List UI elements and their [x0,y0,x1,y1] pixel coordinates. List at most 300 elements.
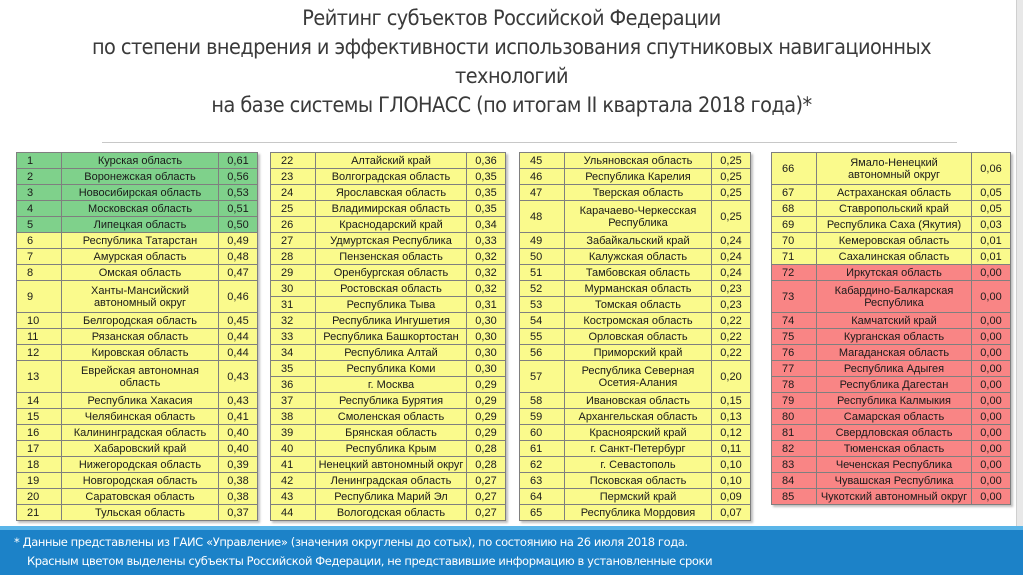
rank-cell: 79 [772,393,817,409]
rank-cell: 51 [520,265,565,281]
region-name-cell: Смоленская область [316,409,467,425]
score-cell: 0,24 [712,233,751,249]
score-cell: 0,38 [219,473,258,489]
score-cell: 0,27 [467,473,506,489]
region-name-cell: Алтайский край [316,153,467,169]
table-row [271,393,506,409]
table-row [772,457,1011,473]
score-cell: 0,25 [712,169,751,185]
rank-cell: 16 [17,425,62,441]
table-row [17,393,258,409]
score-cell: 0,53 [219,185,258,201]
score-cell: 0,36 [467,153,506,169]
score-cell: 0,32 [467,281,506,297]
rank-cell: 59 [520,409,565,425]
score-cell: 0,05 [972,185,1011,201]
rank-cell: 66 [772,153,817,185]
title-line-3: технологий [455,64,568,88]
table-row [17,441,258,457]
rank-cell: 23 [271,169,316,185]
table-row [271,201,506,217]
region-name-cell: Кировская область [62,345,219,361]
rank-cell: 18 [17,457,62,473]
rank-cell: 29 [271,265,316,281]
region-name-cell: Республика Хакасия [62,393,219,409]
region-name-cell: Краснодарский край [316,217,467,233]
table-row [520,489,751,505]
region-name-cell: Кабардино-Балкарская Республика [817,281,972,313]
region-name-cell: Магаданская область [817,345,972,361]
region-name-cell: Чеченская Республика [817,457,972,473]
score-cell: 0,43 [219,393,258,409]
rank-cell: 49 [520,233,565,249]
table-row [17,217,258,233]
table-row [520,329,751,345]
region-name-cell: Республика Калмыкия [817,393,972,409]
rank-cell: 25 [271,201,316,217]
rank-cell: 80 [772,409,817,425]
score-cell: 0,09 [712,489,751,505]
rank-cell: 78 [772,377,817,393]
table-row [271,505,506,521]
score-cell: 0,00 [972,489,1011,505]
score-cell: 0,29 [467,377,506,393]
ranking-table-3 [519,152,751,521]
rank-cell: 53 [520,297,565,313]
region-name-cell: Ярославская область [316,185,467,201]
region-name-cell: Брянская область [316,425,467,441]
region-name-cell: Республика Тыва [316,297,467,313]
rank-cell: 63 [520,473,565,489]
region-name-cell: Нижегородская область [62,457,219,473]
score-cell: 0,10 [712,457,751,473]
rank-cell: 39 [271,425,316,441]
region-name-cell: Чувашская Республика [817,473,972,489]
region-name-cell: Еврейская автономная область [62,361,219,393]
rank-cell: 42 [271,473,316,489]
score-cell: 0,44 [219,345,258,361]
table-row [17,201,258,217]
score-cell: 0,20 [712,361,751,393]
score-cell: 0,27 [467,505,506,521]
rank-cell: 24 [271,185,316,201]
table-row [520,153,751,169]
rank-cell: 47 [520,185,565,201]
region-name-cell: Волгоградская область [316,169,467,185]
region-name-cell: Кемеровская область [817,233,972,249]
score-cell: 0,37 [219,505,258,521]
table-row [520,441,751,457]
region-name-cell: Орловская область [565,329,712,345]
score-cell: 0,00 [972,457,1011,473]
table-row [271,441,506,457]
region-name-cell: Республика Саха (Якутия) [817,217,972,233]
table-row [520,361,751,393]
score-cell: 0,23 [712,281,751,297]
score-cell: 0,22 [712,329,751,345]
table-row [17,345,258,361]
table-row [271,249,506,265]
region-name-cell: Ханты-Мансийский автономный округ [62,281,219,313]
score-cell: 0,40 [219,425,258,441]
table-row [271,185,506,201]
score-cell: 0,30 [467,313,506,329]
table-row [772,153,1011,185]
title-line-4: на базе системы ГЛОНАСС (по итогам II квартала 2018 года)* [211,93,812,117]
rank-cell: 74 [772,313,817,329]
region-name-cell: Вологодская область [316,505,467,521]
rank-cell: 75 [772,329,817,345]
region-name-cell: Республика Ингушетия [316,313,467,329]
rank-cell: 56 [520,345,565,361]
score-cell: 0,25 [712,153,751,169]
score-cell: 0,00 [972,441,1011,457]
table-row [520,505,751,521]
rank-cell: 58 [520,393,565,409]
rank-cell: 33 [271,329,316,345]
table-row [271,489,506,505]
region-name-cell: Калужская область [565,249,712,265]
footnote-bar [0,526,1023,575]
table-row [271,345,506,361]
score-cell: 0,38 [219,489,258,505]
score-cell: 0,07 [712,505,751,521]
rank-cell: 45 [520,153,565,169]
table-row [17,185,258,201]
rank-cell: 84 [772,473,817,489]
region-name-cell: Липецкая область [62,217,219,233]
rank-cell: 77 [772,361,817,377]
region-name-cell: Республика Татарстан [62,233,219,249]
region-name-cell: Республика Северная Осетия-Алания [565,361,712,393]
table-row [772,473,1011,489]
footnote-legend: Красным цветом выделены субъекты Российской Федерации, не представившие информацию в установленные сроки [27,554,713,568]
table-row [520,297,751,313]
score-cell: 0,61 [219,153,258,169]
table-row [520,393,751,409]
rank-cell: 35 [271,361,316,377]
score-cell: 0,29 [467,409,506,425]
score-cell: 0,01 [972,233,1011,249]
table-row [772,281,1011,313]
rank-cell: 8 [17,265,62,281]
region-name-cell: Республика Мордовия [565,505,712,521]
table-row [271,265,506,281]
region-name-cell: Приморский край [565,345,712,361]
score-cell: 0,10 [712,473,751,489]
rank-cell: 36 [271,377,316,393]
region-name-cell: Новгородская область [62,473,219,489]
table-row [17,457,258,473]
region-name-cell: Тамбовская область [565,265,712,281]
table-row [772,265,1011,281]
table-row [17,505,258,521]
table-row [271,217,506,233]
footnote-source: * Данные представлены из ГАИС «Управление» (значения округлены до сотых), по состоянию на 26 июля 2018 года. [14,535,688,549]
region-name-cell: Сахалинская область [817,249,972,265]
rank-cell: 61 [520,441,565,457]
table-row [17,249,258,265]
score-cell: 0,03 [972,217,1011,233]
table-row [520,345,751,361]
rank-cell: 50 [520,249,565,265]
page-title [41,4,982,120]
table-row [772,361,1011,377]
score-cell: 0,00 [972,425,1011,441]
rank-cell: 9 [17,281,62,313]
region-name-cell: Курская область [62,153,219,169]
region-name-cell: Иркутская область [817,265,972,281]
score-cell: 0,43 [219,361,258,393]
score-cell: 0,28 [467,457,506,473]
region-name-cell: Астраханская область [817,185,972,201]
table-row [520,233,751,249]
score-cell: 0,30 [467,361,506,377]
score-cell: 0,30 [467,345,506,361]
table-row [772,345,1011,361]
slide-edge [1016,0,1023,530]
rank-cell: 3 [17,185,62,201]
rank-cell: 21 [17,505,62,521]
region-name-cell: Оренбургская область [316,265,467,281]
rank-cell: 48 [520,201,565,233]
rank-cell: 5 [17,217,62,233]
rank-cell: 30 [271,281,316,297]
table-row [520,473,751,489]
region-name-cell: Ямало-Ненецкий автономный округ [817,153,972,185]
score-cell: 0,00 [972,313,1011,329]
region-name-cell: Ленинградская область [316,473,467,489]
score-cell: 0,45 [219,313,258,329]
region-name-cell: Республика Дагестан [817,377,972,393]
table-row [772,249,1011,265]
rank-cell: 22 [271,153,316,169]
table-row [271,377,506,393]
table-row [17,169,258,185]
region-name-cell: Псковская область [565,473,712,489]
score-cell: 0,00 [972,393,1011,409]
rank-cell: 55 [520,329,565,345]
score-cell: 0,22 [712,313,751,329]
rank-cell: 7 [17,249,62,265]
score-cell: 0,28 [467,441,506,457]
table-row [271,361,506,377]
region-name-cell: Республика Крым [316,441,467,457]
rank-cell: 17 [17,441,62,457]
rank-cell: 64 [520,489,565,505]
table-row [17,233,258,249]
rank-cell: 71 [772,249,817,265]
table-row [520,185,751,201]
score-cell: 0,51 [219,201,258,217]
score-cell: 0,05 [972,201,1011,217]
rank-cell: 14 [17,393,62,409]
score-cell: 0,47 [219,265,258,281]
rank-cell: 65 [520,505,565,521]
region-name-cell: Ненецкий автономный округ [316,457,467,473]
table-row [772,377,1011,393]
rank-cell: 32 [271,313,316,329]
score-cell: 0,13 [712,409,751,425]
score-cell: 0,00 [972,281,1011,313]
table-row [271,297,506,313]
score-cell: 0,11 [712,441,751,457]
region-name-cell: Московская область [62,201,219,217]
score-cell: 0,27 [467,489,506,505]
ranking-table-2 [270,152,506,521]
score-cell: 0,35 [467,185,506,201]
table-row [520,265,751,281]
score-cell: 0,35 [467,201,506,217]
rank-cell: 2 [17,169,62,185]
rank-cell: 6 [17,233,62,249]
score-cell: 0,22 [712,345,751,361]
region-name-cell: Республика Бурятия [316,393,467,409]
rank-cell: 28 [271,249,316,265]
score-cell: 0,29 [467,425,506,441]
table-row [520,425,751,441]
region-name-cell: Тверская область [565,185,712,201]
region-name-cell: Хабаровский край [62,441,219,457]
region-name-cell: Республика Коми [316,361,467,377]
region-name-cell: Тульская область [62,505,219,521]
score-cell: 0,25 [712,201,751,233]
table-row [17,313,258,329]
rank-cell: 43 [271,489,316,505]
rank-cell: 82 [772,441,817,457]
region-name-cell: Республика Карелия [565,169,712,185]
region-name-cell: Ставропольский край [817,201,972,217]
score-cell: 0,49 [219,233,258,249]
region-name-cell: Рязанская область [62,329,219,345]
region-name-cell: Чукотский автономный округ [817,489,972,505]
score-cell: 0,00 [972,409,1011,425]
table-row [772,185,1011,201]
region-name-cell: Республика Адыгея [817,361,972,377]
table-row [17,473,258,489]
rank-cell: 31 [271,297,316,313]
table-row [520,169,751,185]
region-name-cell: Калининградская область [62,425,219,441]
table-row [772,441,1011,457]
region-name-cell: Саратовская область [62,489,219,505]
region-name-cell: Томская область [565,297,712,313]
score-cell: 0,35 [467,169,506,185]
table-row [271,457,506,473]
score-cell: 0,29 [467,393,506,409]
region-name-cell: Архангельская область [565,409,712,425]
table-row [271,313,506,329]
rank-cell: 4 [17,201,62,217]
table-row [17,153,258,169]
table-row [17,489,258,505]
score-cell: 0,32 [467,249,506,265]
region-name-cell: Красноярский край [565,425,712,441]
score-cell: 0,56 [219,169,258,185]
rank-cell: 72 [772,265,817,281]
score-cell: 0,46 [219,281,258,313]
table-row [772,489,1011,505]
region-name-cell: Пермский край [565,489,712,505]
ranking-table-1 [16,152,258,521]
rank-cell: 34 [271,345,316,361]
rank-cell: 41 [271,457,316,473]
rank-cell: 13 [17,361,62,393]
score-cell: 0,00 [972,473,1011,489]
table-row [17,265,258,281]
region-name-cell: Омская область [62,265,219,281]
rank-cell: 62 [520,457,565,473]
table-row [17,329,258,345]
rank-cell: 81 [772,425,817,441]
region-name-cell: Ростовская область [316,281,467,297]
score-cell: 0,40 [219,441,258,457]
region-name-cell: Самарская область [817,409,972,425]
table-row [772,425,1011,441]
score-cell: 0,25 [712,185,751,201]
score-cell: 0,06 [972,153,1011,185]
region-name-cell: Амурская область [62,249,219,265]
table-row [17,409,258,425]
rank-cell: 38 [271,409,316,425]
score-cell: 0,48 [219,249,258,265]
rank-cell: 76 [772,345,817,361]
score-cell: 0,24 [712,265,751,281]
region-name-cell: Удмуртская Республика [316,233,467,249]
region-name-cell: Пензенская область [316,249,467,265]
rank-cell: 11 [17,329,62,345]
score-cell: 0,00 [972,361,1011,377]
table-row [271,425,506,441]
rank-cell: 69 [772,217,817,233]
score-cell: 0,00 [972,265,1011,281]
rank-cell: 73 [772,281,817,313]
table-row [271,153,506,169]
region-name-cell: Карачаево-Черкесская Республика [565,201,712,233]
table-row [520,313,751,329]
region-name-cell: Тюменская область [817,441,972,457]
region-name-cell: Ульяновская область [565,153,712,169]
region-name-cell: Республика Башкортостан [316,329,467,345]
table-row [271,473,506,489]
ranking-table-4 [771,152,1011,505]
score-cell: 0,31 [467,297,506,313]
table-row [520,281,751,297]
region-name-cell: Мурманская область [565,281,712,297]
table-row [271,409,506,425]
rank-cell: 37 [271,393,316,409]
rank-cell: 85 [772,489,817,505]
score-cell: 0,39 [219,457,258,473]
region-name-cell: Республика Марий Эл [316,489,467,505]
table-row [17,425,258,441]
rank-cell: 54 [520,313,565,329]
rank-cell: 40 [271,441,316,457]
region-name-cell: Новосибирская область [62,185,219,201]
rank-cell: 19 [17,473,62,489]
rank-cell: 44 [271,505,316,521]
rank-cell: 12 [17,345,62,361]
region-name-cell: Забайкальский край [565,233,712,249]
region-name-cell: г. Севастополь [565,457,712,473]
table-row [271,281,506,297]
table-row [772,217,1011,233]
rank-cell: 1 [17,153,62,169]
score-cell: 0,23 [712,297,751,313]
region-name-cell: Владимирская область [316,201,467,217]
table-row [520,201,751,233]
score-cell: 0,44 [219,329,258,345]
